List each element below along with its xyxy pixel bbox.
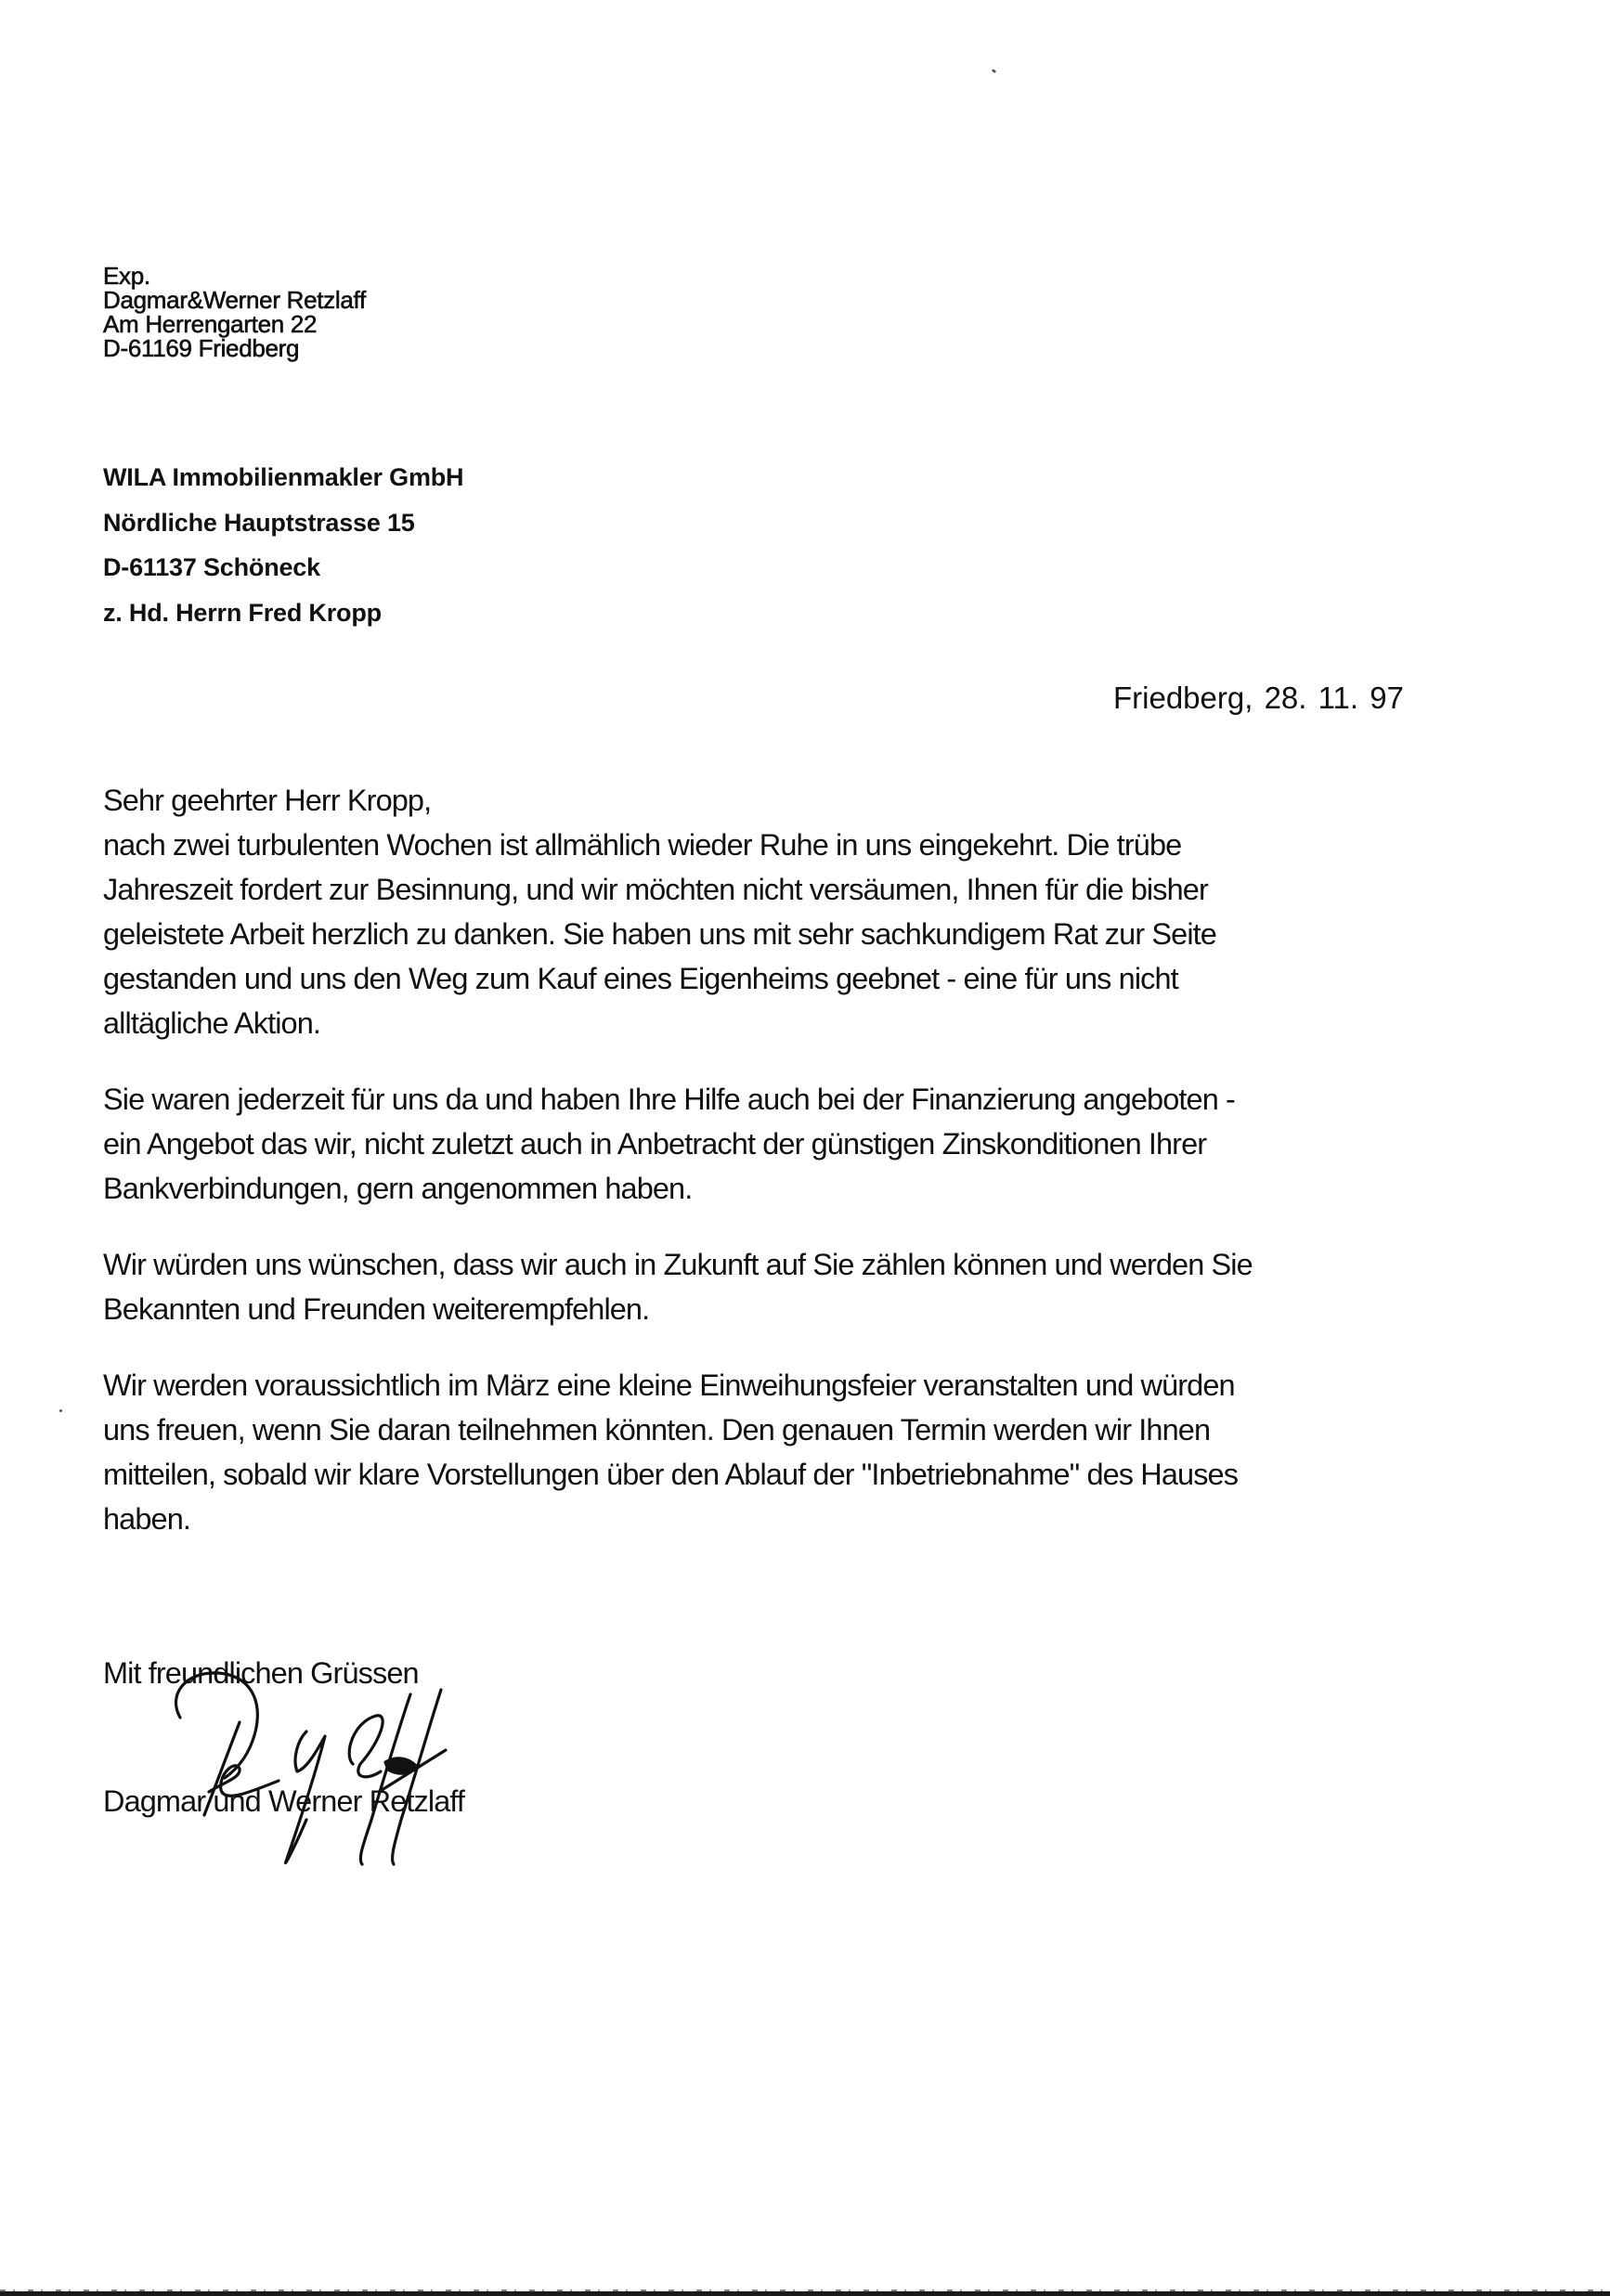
- paragraph-2: [103, 1077, 1459, 1211]
- paragraph-1: [103, 823, 1459, 1045]
- paragraph-spacer: [103, 1045, 1459, 1077]
- body-line: uns freuen, wenn Sie daran teilnehmen könnten. Den genauen Termin werden wir Ihnen: [103, 1413, 1211, 1446]
- recipient-line-city: D-61137 Schöneck: [103, 553, 320, 581]
- body-line: Bekannten und Freunden weiterempfehlen.: [103, 1292, 650, 1326]
- paragraph-4: [103, 1363, 1459, 1541]
- paragraph-3: [103, 1242, 1459, 1331]
- scan-artifact: [992, 69, 997, 73]
- body-line: Wir werden voraussichtlich im März eine kleine Einweihungsfeier veranstalten und würden: [103, 1369, 1235, 1402]
- closing-phrase: Mit freundlichen Grüssen: [103, 1656, 419, 1690]
- sender-line-name: Dagmar&Werner Retzlaff: [103, 286, 366, 314]
- signatory-name: Dagmar und Werner Retzlaff: [103, 1784, 465, 1818]
- paragraph-spacer: [103, 1211, 1459, 1242]
- recipient-line-attention: z. Hd. Herrn Fred Kropp: [103, 598, 382, 627]
- handwritten-signature-icon: [167, 1653, 501, 1866]
- body-line: Wir würden uns wünschen, dass wir auch in Zukunft auf Sie zählen können und werden Sie: [103, 1248, 1253, 1281]
- body-line: nach zwei turbulenten Wochen ist allmählich wieder Ruhe in uns eingekehrt. Die trübe: [103, 828, 1182, 862]
- body-line: Sie waren jederzeit für uns da und haben Ihre Hilfe auch bei der Finanzierung angeboten -: [103, 1083, 1235, 1116]
- body-line: geleistete Arbeit herzlich zu danken. Sie haben uns mit sehr sachkundigem Rat zur Seite: [103, 917, 1216, 951]
- sender-address-block: [103, 264, 366, 360]
- body-line: gestanden und uns den Weg zum Kauf eines Eigenheims geebnet - eine für uns nicht: [103, 962, 1178, 995]
- scan-artifact: [59, 1409, 62, 1412]
- recipient-address-block: [103, 455, 463, 635]
- body-line: Bankverbindungen, gern angenommen haben.: [103, 1172, 693, 1205]
- place-and-date: Friedberg, 28. 11. 97: [1113, 681, 1404, 715]
- letter-body: [103, 778, 1459, 1541]
- body-line: haben.: [103, 1502, 191, 1536]
- paragraph-spacer: [103, 1331, 1459, 1363]
- recipient-line-company: WILA Immobilienmakler GmbH: [103, 463, 464, 491]
- sender-line-street: Am Herrengarten 22: [103, 310, 318, 338]
- sender-line-city: D-61169 Friedberg: [103, 334, 300, 362]
- body-line: alltägliche Aktion.: [103, 1006, 321, 1040]
- scan-bottom-edge: [0, 2291, 1610, 2296]
- recipient-line-street: Nördliche Hauptstrasse 15: [103, 508, 415, 537]
- body-line: Jahreszeit fordert zur Besinnung, und wir möchten nicht versäumen, Ihnen für die bisher: [103, 873, 1208, 906]
- sender-line-exp: Exp.: [103, 262, 150, 290]
- body-line: mitteilen, sobald wir klare Vorstellungen über den Ablauf der "Inbetriebnahme" des Hauses: [103, 1458, 1239, 1491]
- salutation: Sehr geehrter Herr Kropp,: [103, 784, 432, 817]
- body-line: ein Angebot das wir, nicht zuletzt auch in Anbetracht der günstigen Zinskonditionen Ihrer: [103, 1127, 1207, 1161]
